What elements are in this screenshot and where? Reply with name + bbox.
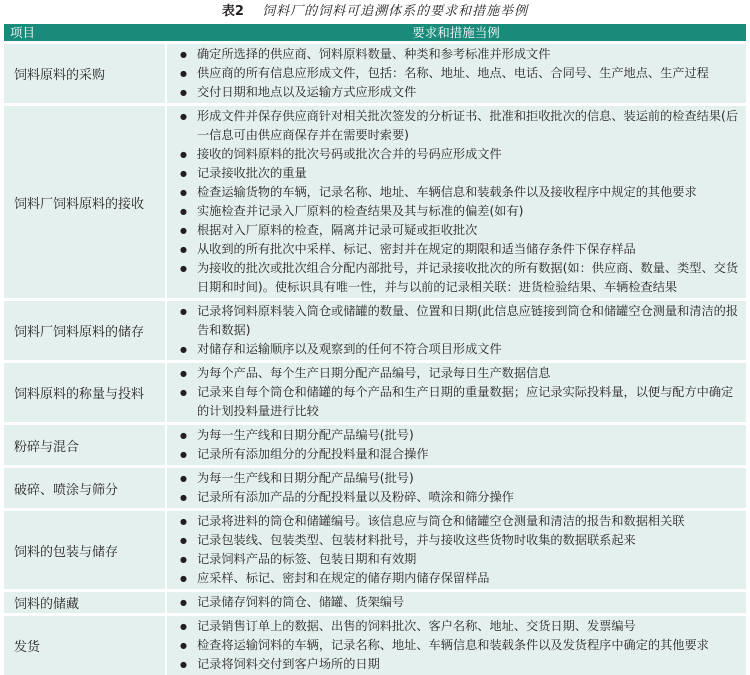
table-row [4,362,746,424]
requirements-cell [166,591,746,615]
requirement-item: ● 为接收的批次或批次组合分配内部批号，并记录接收批次的所有数据(如：供应商、数量、类型、交货日期和时间)。使标识具有唯一性，并与以前的记录相关联：进货检验结果、车辆检查结果 [167,259,740,297]
requirements-list [167,426,740,464]
requirements-list [167,302,740,359]
requirement-item: ● 为每一生产线和日期分配产品编号(批号) [167,426,740,445]
traceability-table [4,24,746,675]
requirement-item: ● 从收到的所有批次中采样、标记、密封并在规定的期限和适当储存条件下保存样品 [167,240,740,259]
requirement-item: ● 记录来自每个筒仓和储罐的每个产品和生产日期的重量数据；应记录实际投料量，以便与配方中确定的计划投料量进行比较 [167,383,740,421]
table-row [4,424,746,467]
table-row [4,105,746,300]
requirement-item: ● 实施检查并记录入厂原料的检查结果及其与标准的偏差(如有) [167,202,740,221]
item-cell: 饲料的储藏 [4,591,166,615]
requirement-item: ● 记录将进料的筒仓和储罐编号。该信息应与筒仓和储罐空仓测量和清洁的报告和数据相关联 [167,512,740,531]
requirements-cell [166,362,746,424]
requirements-list [167,617,740,674]
requirement-item: ● 记录所有添加产品的分配投料量以及粉碎、喷涂和筛分操作 [167,488,740,507]
requirement-item: ● 记录将饲料交付到客户场所的日期 [167,655,740,674]
requirement-item: ● 记录储存饲料的筒仓、储罐、货架编号 [167,593,740,612]
item-cell: 饲料厂饲料原料的储存 [4,300,166,362]
table-row [4,591,746,615]
requirement-item: ● 对储存和运输顺序以及观察到的任何不符合项目形成文件 [167,340,740,359]
requirement-item: ● 接收的饲料原料的批次号码或批次合并的号码应形成文件 [167,145,740,164]
item-cell: 破碎、喷涂与筛分 [4,467,166,510]
requirement-item: ● 检查将运输饲料的车辆，记录名称、地址、车辆信息和装载条件以及发货程序中确定的其他要求 [167,636,740,655]
requirements-list [167,364,740,421]
requirement-item: ● 记录包装线、包装类型、包装材料批号，并与接收这些货物时收集的数据联系起来 [167,531,740,550]
requirements-cell [166,105,746,300]
requirement-item: ● 供应商的所有信息应形成文件，包括：名称、地址、地点、电话、合同号、生产地点、生产过程 [167,64,740,83]
item-cell: 发货 [4,615,166,675]
requirement-item: ● 记录将饲料原料装入筒仓或储罐的数量、位置和日期(此信息应链接到筒仓和储罐空仓测量和清洁的报告和数据) [167,302,740,340]
item-cell: 饲料原料的采购 [4,43,166,105]
requirement-item: ● 交付日期和地点以及运输方式应形成文件 [167,83,740,102]
table-body [4,43,746,675]
requirements-list [167,593,740,612]
requirement-item: ● 为每一生产线和日期分配产品编号(批号) [167,469,740,488]
requirements-list [167,512,740,588]
requirement-item: ● 为每个产品、每个生产日期分配产品编号，记录每日生产数据信息 [167,364,740,383]
requirement-item: ● 应采样、标记、密封和在规定的储存期内储存保留样品 [167,569,740,588]
requirement-item: ● 记录接收批次的重量 [167,164,740,183]
item-cell: 饲料原料的称量与投料 [4,362,166,424]
item-cell: 饲料的包装与储存 [4,510,166,591]
requirements-cell [166,510,746,591]
requirements-cell [166,467,746,510]
requirements-list [167,107,740,297]
item-cell: 饲料厂饲料原料的接收 [4,105,166,300]
requirements-list [167,469,740,507]
requirement-item: ● 根据对入厂原料的检查，隔离并记录可疑或拒收批次 [167,221,740,240]
table-title: 饲料厂的饲料可追溯体系的要求和措施举例 [262,4,528,19]
table-header [4,24,746,43]
requirement-item: ● 记录饲料产品的标签、包装日期和有效期 [167,550,740,569]
table-number: 表2 [222,4,244,19]
header-item: 项目 [4,24,166,43]
table-row [4,300,746,362]
requirements-cell [166,615,746,675]
table-row [4,467,746,510]
requirement-item: ● 记录销售订单上的数据、出售的饲料批次、客户名称、地址、交货日期、发票编号 [167,617,740,636]
header-requirements: 要求和措施当例 [166,24,746,43]
requirements-cell [166,424,746,467]
table-row [4,615,746,675]
requirement-item: ● 确定所选择的供应商、饲料原料数量、种类和参考标准并形成文件 [167,45,740,64]
table-row [4,43,746,105]
table-row [4,510,746,591]
requirements-list [167,45,740,102]
requirement-item: ● 记录所有添加组分的分配投料量和混合操作 [167,445,740,464]
requirement-item: ● 形成文件并保存供应商针对相关批次签发的分析证书、批准和拒收批次的信息、装运前的检查结果(后一信息可由供应商保存并在需要时索要) [167,107,740,145]
requirements-cell [166,300,746,362]
requirement-item: ● 检查运输货物的车辆，记录名称、地址、车辆信息和装载条件以及接收程序中规定的其他要求 [167,183,740,202]
table-caption [0,0,750,24]
item-cell: 粉碎与混合 [4,424,166,467]
requirements-cell [166,43,746,105]
